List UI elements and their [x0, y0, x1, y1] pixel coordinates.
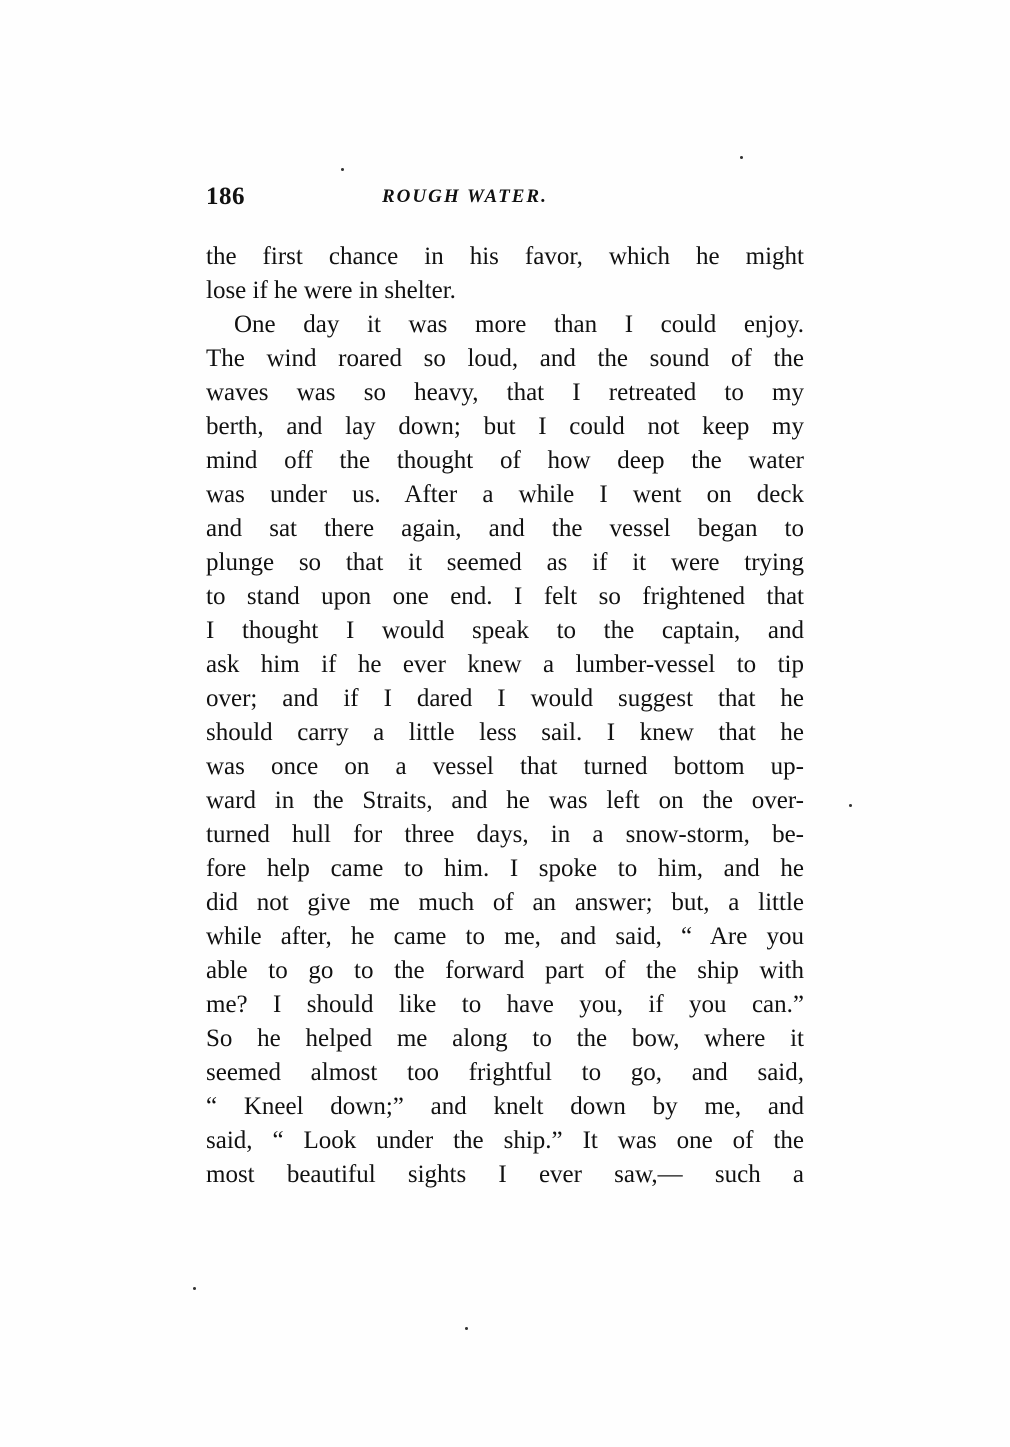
running-title: ROUGH WATER. — [382, 186, 548, 207]
text-line: The wind roared so loud, and the sound of the — [206, 345, 804, 372]
scan-speck — [193, 1287, 196, 1290]
text-line: waves was so heavy, that I retreated to my — [206, 379, 804, 406]
text-line: turned hull for three days, in a snow-storm, be- — [206, 821, 804, 848]
running-head — [206, 183, 804, 217]
text-line: most beautiful sights I ever saw,— such a — [206, 1161, 804, 1188]
scan-speck — [849, 804, 852, 807]
text-line: while after, he came to me, and said, “ Are you — [206, 923, 804, 950]
text-line: did not give me much of an answer; but, a little — [206, 889, 804, 916]
text-line: plunge so that it seemed as if it were trying — [206, 549, 804, 576]
text-line: to stand upon one end. I felt so frightened that — [206, 583, 804, 610]
text-line: One day it was more than I could enjoy. — [234, 311, 804, 338]
text-line: ask him if he ever knew a lumber-vessel to tip — [206, 651, 804, 678]
text-line: berth, and lay down; but I could not keep my — [206, 413, 804, 440]
text-line: and sat there again, and the vessel began to — [206, 515, 804, 542]
text-line: I thought I would speak to the captain, and — [206, 617, 804, 644]
text-line: lose if he were in shelter. — [206, 277, 456, 304]
text-line: So he helped me along to the bow, where it — [206, 1025, 804, 1052]
page-number: 186 — [206, 183, 245, 210]
scan-speck — [341, 168, 344, 171]
text-line: over; and if I dared I would suggest that he — [206, 685, 804, 712]
text-line: was once on a vessel that turned bottom up- — [206, 753, 804, 780]
scan-speck — [465, 1327, 468, 1330]
text-line: should carry a little less sail. I knew that he — [206, 719, 804, 746]
text-line: fore help came to him. I spoke to him, and he — [206, 855, 804, 882]
text-line: was under us. After a while I went on deck — [206, 481, 804, 508]
body-text — [206, 240, 804, 1192]
text-line: “ Kneel down;” and knelt down by me, and — [206, 1093, 804, 1120]
text-line: said, “ Look under the ship.” It was one of the — [206, 1127, 804, 1154]
text-line: mind off the thought of how deep the water — [206, 447, 804, 474]
text-line: the first chance in his favor, which he might — [206, 243, 804, 270]
text-line: ward in the Straits, and he was left on the over- — [206, 787, 804, 814]
text-line: me? I should like to have you, if you can.” — [206, 991, 804, 1018]
text-line: able to go to the forward part of the ship with — [206, 957, 804, 984]
text-line: seemed almost too frightful to go, and said, — [206, 1059, 804, 1086]
scan-speck — [740, 156, 743, 159]
